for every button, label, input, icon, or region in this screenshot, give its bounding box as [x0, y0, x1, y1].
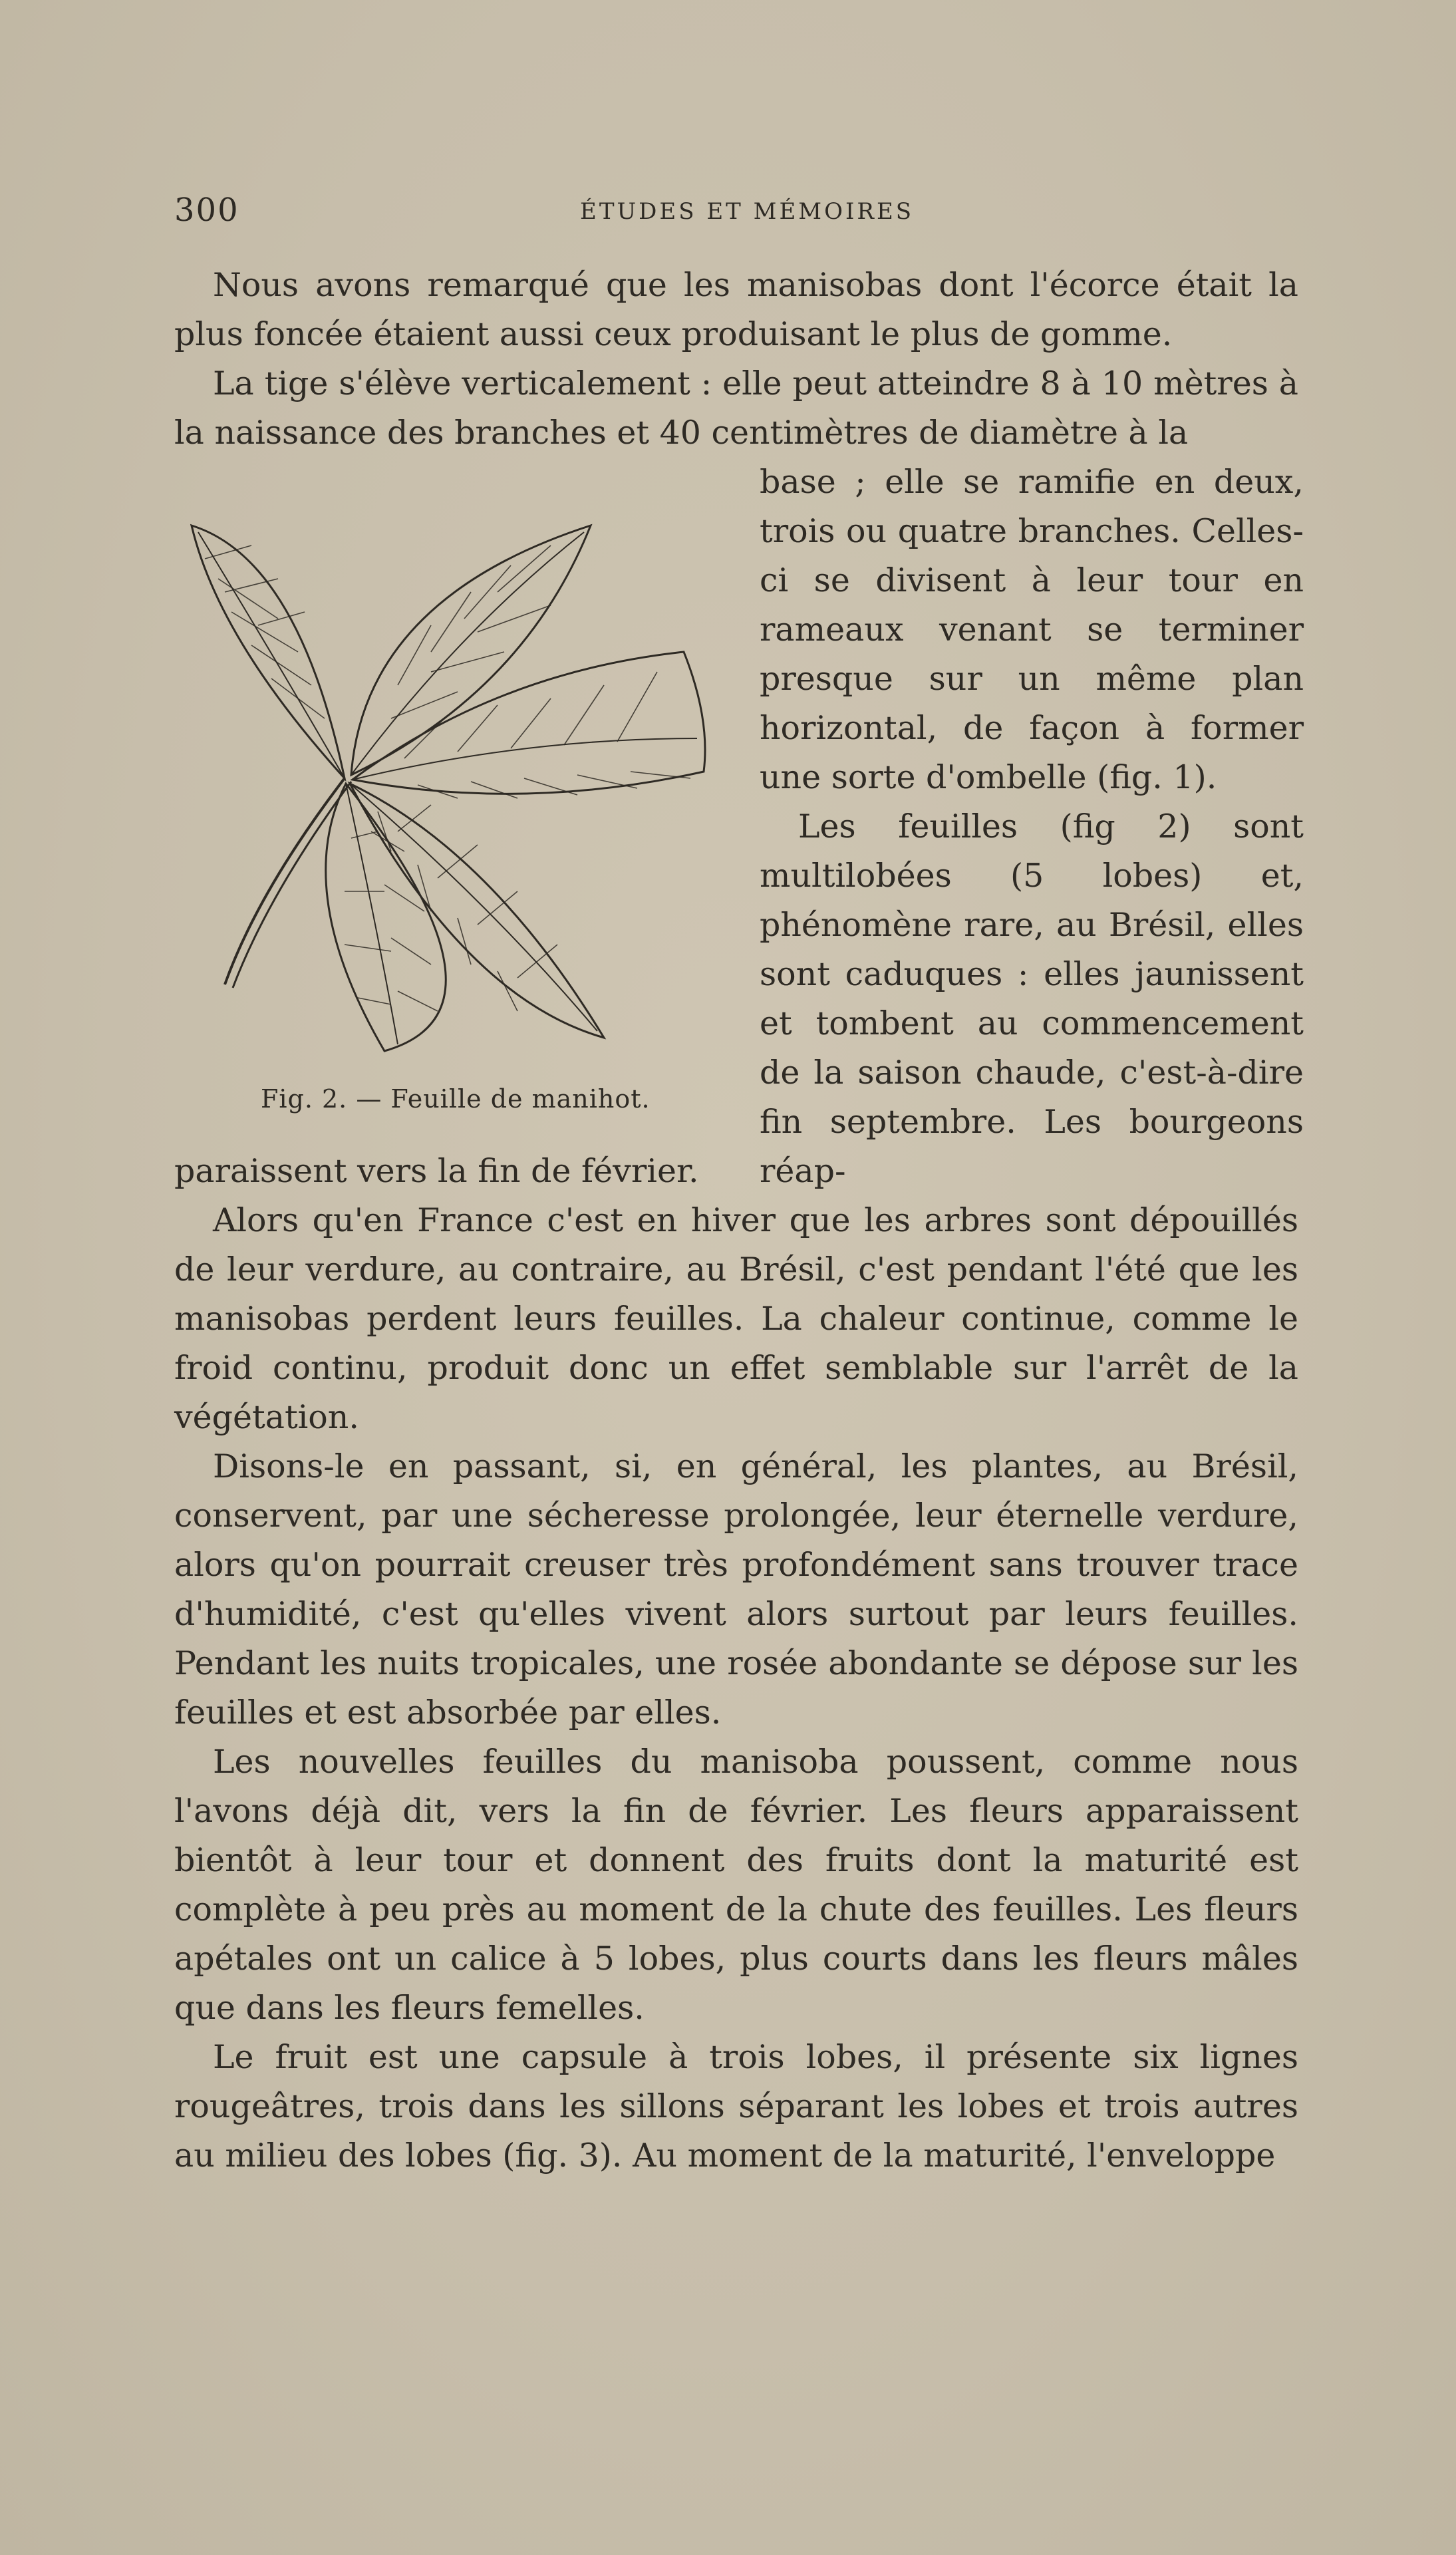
paragraph-leaves: Les feuilles (fig 2) sont multilobées (5 lobes) et, phénomène rare, au Brésil, elles sont caduques : elles jaunissent et tombent au commencement de la saison chaude, c'est-à-dire fin septembre. Les bourgeons réap-: [760, 808, 1304, 1190]
paragraph-france-brazil: Alors qu'en France c'est en hiver que les arbres sont dépouillés de leur verdure, au contraire, au Brésil, c'est pendant l'été que les manisobas perdent leurs feuilles. La chaleur continue, comme le froid continu, produit donc un effet semblable sur l'arrêt de la végétation.: [174, 1201, 1298, 1436]
page-header: [174, 192, 1305, 231]
manihot-leaf-icon: [178, 519, 730, 1078]
paragraph-bark-color: Nous avons remarqué que les manisobas dont l'écorce était la plus foncée étaient aussi ceux produisant le plus de gomme.: [174, 266, 1298, 353]
figure-caption: Fig. 2. — Feuille de manihot.: [261, 1084, 651, 1114]
page-number: 300: [174, 192, 239, 229]
paragraph-stem-side: base ; elle se ramifie en deux, trois ou quatre branches. Celles-ci se divisent à leur tour en rameaux venant se terminer presque sur un même plan horizontal, de façon à former une sorte d'ombelle (fig. 1).: [760, 463, 1304, 796]
paragraph-leaves-continued: paraissent vers la fin de février.: [174, 1152, 699, 1190]
paragraph-stem-top: La tige s'élève verticalement : elle peut atteindre 8 à 10 mètres à la naissance des branches et 40 centimètres de diamètre à la: [174, 365, 1298, 452]
paragraph-dew: Disons-le en passant, si, en général, les plantes, au Brésil, conservent, par une sécheresse prolongée, leur éternelle verdure, alors qu'on pourrait creuser très profondément sans trouver trace d'humidité, c'est qu'elles vivent alors surtout par leurs feuilles. Pendant les nuits tropicales, une rosée abondante se dépose sur les feuilles et est absorbée par elles.: [174, 1447, 1298, 1731]
paragraph-fruit: Le fruit est une capsule à trois lobes, il présente six lignes rougeâtres, trois dans les sillons séparant les lobes et trois autres au milieu des lobes (fig. 3). Au moment de la maturité, l'enveloppe: [174, 2038, 1298, 2175]
manihot-leaf-figure: [178, 519, 730, 1078]
paragraph-flowers: Les nouvelles feuilles du manisoba poussent, comme nous l'avons déjà dit, vers la fin de février. Les fleurs apparaissent bientôt à leur tour et donnent des fruits dont la maturité est complète à peu près au moment de la chute des feuilles. Les fleurs apétales ont un calice à 5 lobes, plus courts dans les fleurs mâles que dans les fleurs femelles.: [174, 1743, 1298, 2027]
running-title: ÉTUDES ET MÉMOIRES: [580, 198, 915, 225]
